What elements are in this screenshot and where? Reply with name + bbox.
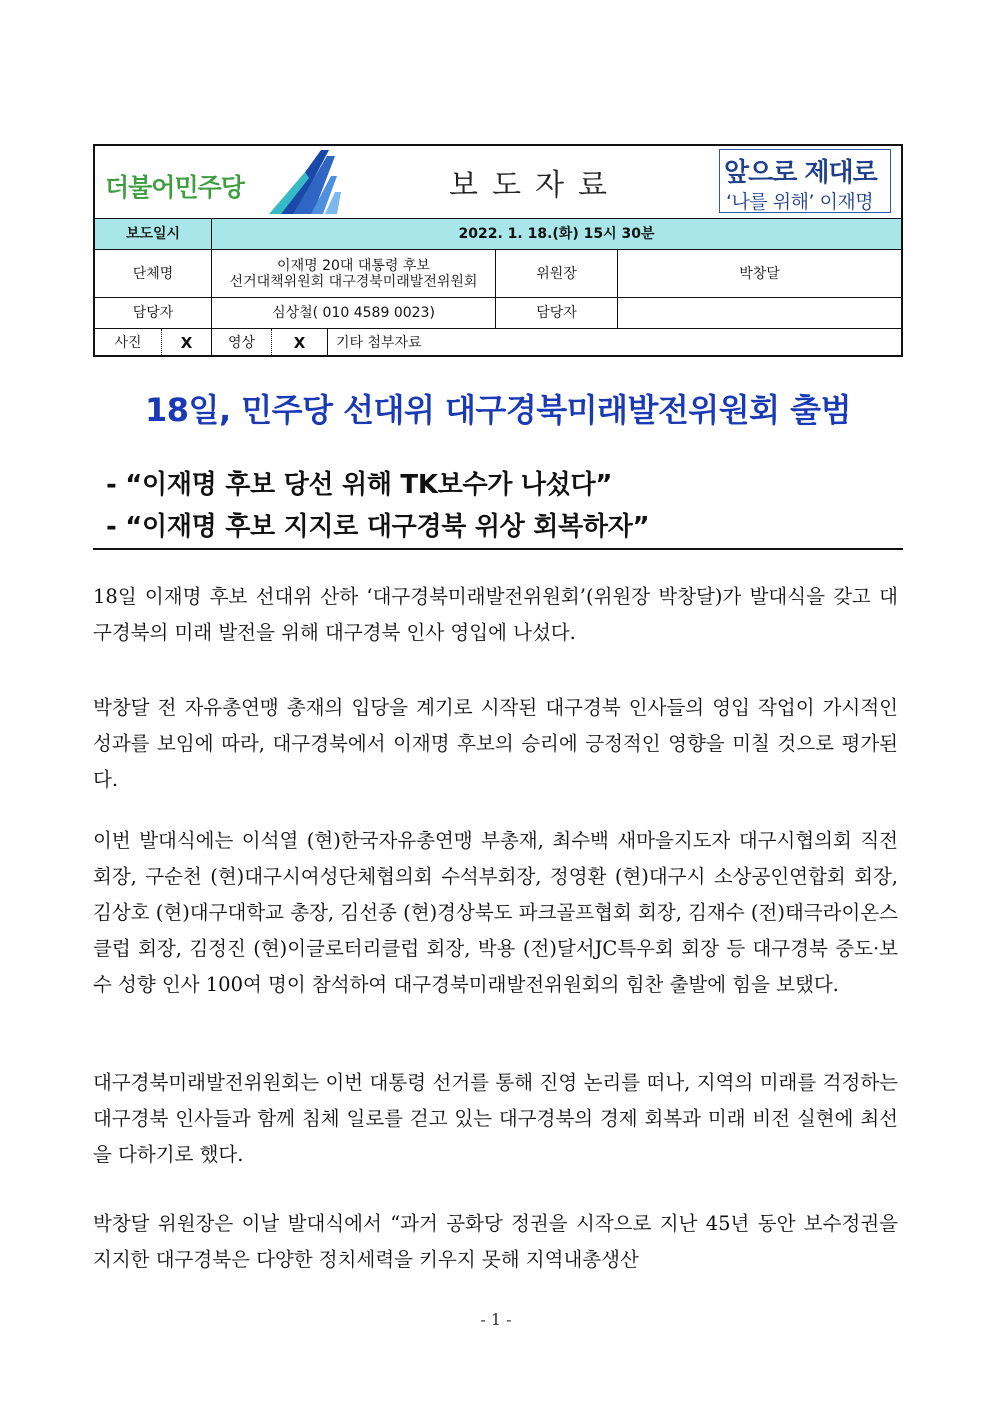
photo-label: 사진 <box>114 335 142 351</box>
headline-divider <box>93 548 903 550</box>
press-release-header-table <box>93 144 903 357</box>
contact-row <box>95 297 901 328</box>
campaign-slogan <box>719 149 891 213</box>
organization-value-line-1: 이재명 20대 대통령 후보 <box>277 257 430 274</box>
photo-mark: X <box>161 329 211 357</box>
header-logo-row <box>95 146 901 218</box>
contact-value: 심상철( 010 4589 0023) <box>211 298 495 328</box>
attachment-label: 기타 첨부자료 <box>327 329 901 357</box>
organization-label: 단체명 <box>132 265 174 282</box>
party-emblem-icon <box>265 148 357 216</box>
attachment-row <box>95 328 901 357</box>
chair-value: 박창달 <box>617 250 901 297</box>
release-date-value: 2022. 1. 18.(화) 15시 30분 <box>211 219 901 249</box>
release-date-label: 보도일시 <box>125 226 181 242</box>
contact-label: 담당자 <box>132 305 174 321</box>
document-type-title: 보도자료 <box>449 168 621 203</box>
contact2-value <box>617 298 901 328</box>
release-date-row <box>95 218 901 249</box>
video-mark: X <box>271 329 327 357</box>
video-label: 영상 <box>211 329 271 357</box>
subheadline-1: - “이재명 후보 당선 위해 TK보수가 나섰다” <box>106 470 613 500</box>
contact2-label: 담당자 <box>495 298 617 328</box>
organization-value-line-2: 선거대책위원회 대구경북미래발전위원회 <box>229 273 478 290</box>
body-paragraph-5: 박창달 위원장은 이날 발대식에서 “과거 공화당 정권을 시작으로 지난 45년 동안 보수정권을 지지한 대구경북은 다양한 정치세력을 키우지 못해 지역내총생산 <box>93 1212 898 1271</box>
slogan-line-1: 앞으로 제대로 <box>724 158 877 188</box>
headline: 18일, 민주당 선대위 대구경북미래발전위원회 출범 <box>145 391 851 429</box>
body-paragraph-2: 박창달 전 자유총연맹 총재의 입당을 계기로 시작된 대구경북 인사들의 영입 작업이 가시적인 성과를 보임에 따라, 대구경북에서 이재명 후보의 승리에 긍정적인 영향을 미칠 것으로 평가된다. <box>93 696 898 791</box>
subheadline-2: - “이재명 후보 지지로 대구경북 위상 회복하자” <box>106 512 650 542</box>
party-logo <box>105 146 355 218</box>
organization-row <box>95 249 901 297</box>
body-paragraph-3: 이번 발대식에는 이석열 (현)한국자유총연맹 부총재, 최수백 새마을지도자 대구시협의회 직전회장, 구순천 (현)대구시여성단체협의회 수석부회장, 정영환 (현)대구시 소상공인연합회 회장, 김상호 (현)대구대학교 총장, 김선종 (현)경상북도 파크골프협회 회장, 김재수 (전)태극라이온스클럽 회장, 김정진 (현)이글로터리클럽 회장, 박용 (전)달서JC특우회 회장 등 대구경북 중도·보수 성향 인사 100여 명이 참석하여 대구경북미래발전위원회의 힘찬 출발에 힘을 보탰다. <box>93 829 898 996</box>
organization-value <box>211 250 495 297</box>
body-paragraph-4: 대구경북미래발전위원회는 이번 대통령 선거를 통해 진영 논리를 떠나, 지역의 미래를 걱정하는 대구경북 인사들과 함께 침체 일로를 걷고 있는 대구경북의 경제 회복과 미래 비전 실현에 최선을 다하기로 했다. <box>93 1071 898 1166</box>
chair-label: 위원장 <box>495 250 617 297</box>
slogan-line-2: ‘나를 위해’ 이재명 <box>726 191 874 213</box>
page-number: - 1 - <box>480 1310 512 1329</box>
body-paragraph-1: 18일 이재명 후보 선대위 산하 ‘대구경북미래발전위원회’(위원장 박창달)가 발대식을 갖고 대구경북의 미래 발전을 위해 대구경북 인사 영입에 나섰다. <box>93 585 898 644</box>
party-logo-text: 더불어민주당 <box>105 173 244 202</box>
